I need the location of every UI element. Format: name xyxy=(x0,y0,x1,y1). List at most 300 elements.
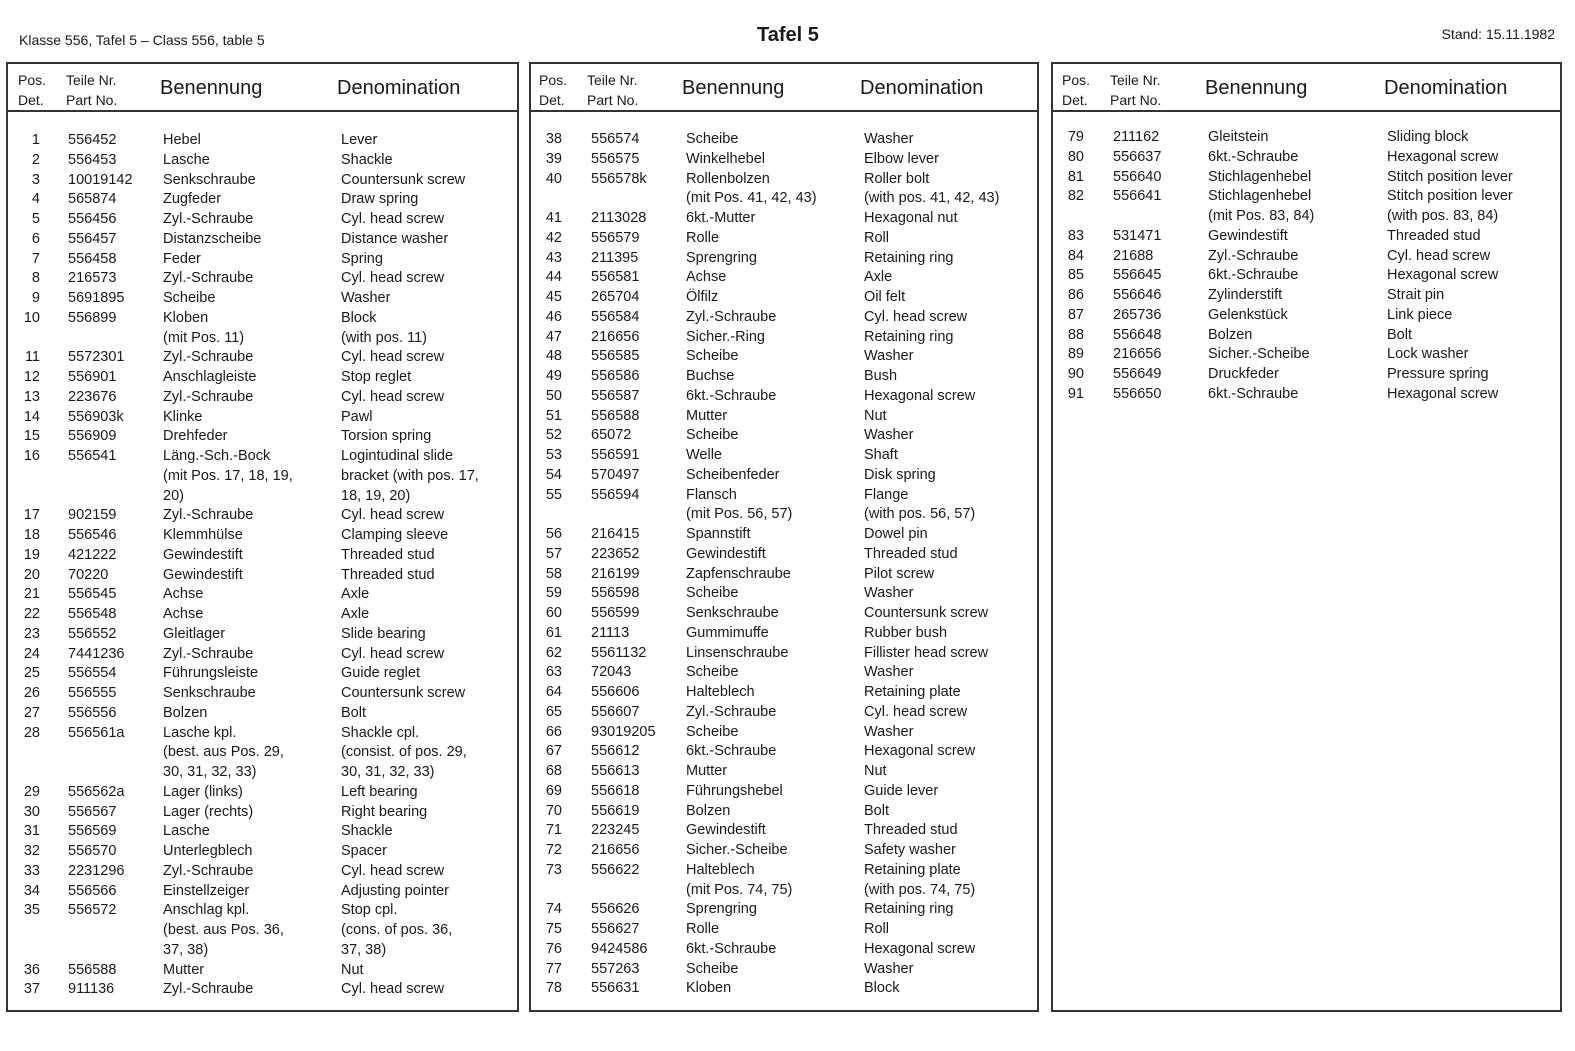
pos-cell: 68 xyxy=(545,763,562,779)
table-row xyxy=(8,487,517,507)
col-part-header: Teile Nr. Part No. xyxy=(66,72,118,108)
denomination-cell: Retaining ring xyxy=(864,901,954,918)
benennung-cell: Sicher.-Ring xyxy=(686,328,765,345)
denomination-cell: Draw spring xyxy=(341,191,419,208)
table-row xyxy=(531,545,1037,565)
denomination-cell: Washer xyxy=(341,290,391,306)
denomination-cell: Lock washer xyxy=(1387,346,1469,363)
part-number-cell: 556612 xyxy=(591,743,640,760)
part-number-cell: 556619 xyxy=(591,802,640,819)
benennung-cell: Lasche xyxy=(163,151,210,168)
table-row xyxy=(1053,207,1560,227)
benennung-cell: 6kt.-Schraube xyxy=(686,940,777,957)
pos-cell: 15 xyxy=(23,428,40,445)
table-row xyxy=(8,941,517,961)
part-number-cell: 216199 xyxy=(591,565,640,582)
table-row xyxy=(1053,385,1560,405)
denomination-cell: Nut xyxy=(864,407,887,424)
benennung-cell: Senkschraube xyxy=(686,605,779,621)
table-row xyxy=(8,566,517,586)
benennung-cell: Gleitlager xyxy=(163,625,226,642)
pos-cell: 43 xyxy=(545,249,562,266)
table-row xyxy=(8,329,517,349)
part-number-cell: 7441236 xyxy=(68,645,125,662)
pos-cell: 83 xyxy=(1067,227,1084,244)
benennung-cell: Kloben xyxy=(686,980,732,997)
benennung-cell: (best. aus Pos. 29, xyxy=(163,744,284,761)
benennung-cell: 6kt.-Schraube xyxy=(1208,385,1299,402)
table-row xyxy=(531,525,1037,545)
denomination-cell: Cyl. head screw xyxy=(341,211,445,227)
table-row xyxy=(1053,247,1560,267)
pos-cell: 75 xyxy=(545,921,562,937)
pos-cell: 46 xyxy=(545,308,562,325)
denomination-cell: Disk spring xyxy=(864,466,936,483)
denomination-cell: Roll xyxy=(864,921,889,937)
part-number-cell: 65072 xyxy=(591,427,632,444)
denomination-cell: Cyl. head screw xyxy=(864,703,968,720)
pos-cell: 30 xyxy=(23,803,40,820)
table-row xyxy=(8,269,517,289)
pos-cell: 40 xyxy=(545,170,562,187)
denomination-cell: Cyl. head screw xyxy=(341,388,445,405)
pos-cell: 37 xyxy=(23,981,40,998)
denomination-cell: Lever xyxy=(341,132,378,148)
denomination-cell: Slide bearing xyxy=(341,625,426,642)
denomination-cell: Axle xyxy=(341,586,370,603)
part-number-cell: 216656 xyxy=(1113,346,1162,363)
part-number-cell: 556645 xyxy=(1113,267,1162,284)
benennung-cell: Mutter xyxy=(686,763,728,779)
table-row xyxy=(8,131,517,151)
pos-cell: 76 xyxy=(545,940,562,957)
pos-cell: 59 xyxy=(545,585,562,602)
benennung-cell: (mit Pos. 56, 57) xyxy=(686,506,793,523)
denomination-cell: Clamping sleeve xyxy=(341,527,449,543)
table-row xyxy=(531,308,1037,328)
denomination-cell: Sliding block xyxy=(1387,129,1469,145)
pos-cell: 34 xyxy=(23,882,40,899)
pos-cell: 13 xyxy=(23,388,40,405)
table-header xyxy=(1053,64,1560,112)
table-row xyxy=(531,229,1037,249)
benennung-cell: Lasche kpl. xyxy=(163,724,237,741)
col-denomination-header: Denomination xyxy=(337,77,461,99)
part-number-cell: 556650 xyxy=(1113,385,1162,402)
table-row xyxy=(1053,168,1560,188)
table-row xyxy=(8,961,517,981)
benennung-cell: Scheibe xyxy=(686,427,739,444)
denomination-cell: Safety washer xyxy=(864,842,956,858)
part-number-cell: 556637 xyxy=(1113,148,1162,165)
parts-table-1 xyxy=(6,62,519,1012)
table-row xyxy=(8,743,517,763)
part-number-cell: 5572301 xyxy=(68,349,125,366)
denomination-cell: Threaded stud xyxy=(341,566,435,583)
denomination-cell: Nut xyxy=(864,763,887,779)
part-number-cell: 10019142 xyxy=(68,171,133,188)
denomination-cell: Bolt xyxy=(1387,326,1412,343)
doc-date: Stand: 15.11.1982 xyxy=(1441,26,1555,42)
table-row xyxy=(531,347,1037,367)
benennung-cell: Winkelhebel xyxy=(686,150,765,167)
table-row xyxy=(8,348,517,368)
denomination-cell: Washer xyxy=(864,960,914,977)
col-denomination-header: Denomination xyxy=(860,77,984,99)
pos-cell: 72 xyxy=(545,842,562,858)
denomination-cell: Countersunk screw xyxy=(864,605,989,621)
part-number-cell: 556572 xyxy=(68,902,117,919)
denomination-cell: Cyl. head screw xyxy=(341,270,445,287)
table-row xyxy=(8,921,517,941)
table-row xyxy=(531,328,1037,348)
denomination-cell: bracket (with pos. 17, xyxy=(341,467,479,484)
part-number-cell: 556458 xyxy=(68,250,117,267)
table-row xyxy=(531,861,1037,881)
table-row xyxy=(531,170,1037,190)
benennung-cell: Lasche xyxy=(163,823,210,840)
part-number-cell: 556606 xyxy=(591,684,640,700)
table-row xyxy=(8,684,517,704)
denomination-cell: Threaded stud xyxy=(341,546,435,563)
table-row xyxy=(8,822,517,842)
pos-cell: 38 xyxy=(545,131,562,147)
benennung-cell: Zapfenschraube xyxy=(686,565,791,582)
denomination-cell: Pilot screw xyxy=(864,565,935,582)
table-row xyxy=(531,288,1037,308)
table-row xyxy=(8,704,517,724)
benennung-cell: Rolle xyxy=(686,921,720,937)
pos-cell: 14 xyxy=(23,408,40,425)
pos-cell: 3 xyxy=(31,171,40,188)
part-number-cell: 556452 xyxy=(68,132,117,148)
denomination-cell: Bolt xyxy=(864,802,889,819)
col-pos-header: Pos. Det. xyxy=(539,72,568,108)
benennung-cell: Bolzen xyxy=(686,802,731,819)
benennung-cell: Zyl.-Schraube xyxy=(163,388,254,405)
benennung-cell: 20) xyxy=(163,487,184,504)
table-body xyxy=(8,112,517,1000)
pos-cell: 44 xyxy=(545,269,562,286)
denomination-cell: Bush xyxy=(864,368,898,384)
table-row xyxy=(8,190,517,210)
denomination-cell: Stitch position lever xyxy=(1387,188,1513,205)
part-number-cell: 556622 xyxy=(591,861,640,878)
benennung-cell: Gewindestift xyxy=(163,566,243,583)
benennung-cell: Sprengring xyxy=(686,249,757,266)
benennung-cell: Scheibe xyxy=(686,131,739,147)
benennung-cell: Scheibenfeder xyxy=(686,466,780,483)
denomination-cell: Shackle xyxy=(341,823,393,840)
denomination-cell: Spring xyxy=(341,250,383,267)
pos-cell: 86 xyxy=(1067,287,1084,303)
pos-cell: 6 xyxy=(31,230,40,247)
pos-cell: 21 xyxy=(23,586,40,603)
table-row xyxy=(531,900,1037,920)
table-row xyxy=(1053,286,1560,306)
pos-cell: 53 xyxy=(545,447,562,463)
benennung-cell: Drehfeder xyxy=(163,428,228,445)
part-number-cell: 2231296 xyxy=(68,862,125,879)
denomination-cell: Countersunk screw xyxy=(341,171,466,188)
pos-cell: 54 xyxy=(545,466,562,483)
part-number-cell: 556648 xyxy=(1113,326,1162,343)
denomination-cell: Cyl. head screw xyxy=(864,308,968,325)
pos-cell: 16 xyxy=(23,448,40,464)
pos-cell: 91 xyxy=(1067,385,1084,402)
denomination-cell: Washer xyxy=(864,131,914,147)
parts-table-3 xyxy=(1051,62,1562,1012)
part-number-cell: 556552 xyxy=(68,625,117,642)
benennung-cell: Sprengring xyxy=(686,901,757,918)
benennung-cell: Mutter xyxy=(686,407,728,424)
benennung-cell: Klemmhülse xyxy=(163,527,243,543)
pos-cell: 48 xyxy=(545,348,562,365)
pos-cell: 33 xyxy=(23,862,40,879)
part-number-cell: 556599 xyxy=(591,605,640,621)
pos-cell: 32 xyxy=(23,843,40,859)
denomination-cell: Retaining plate xyxy=(864,684,961,700)
benennung-cell: Halteblech xyxy=(686,861,755,878)
table-row xyxy=(8,467,517,487)
denomination-cell: Washer xyxy=(864,664,914,681)
benennung-cell: Zyl.-Schraube xyxy=(163,981,254,998)
benennung-cell: Rolle xyxy=(686,229,720,246)
part-number-cell: 93019205 xyxy=(591,723,656,740)
part-number-cell: 557263 xyxy=(591,960,640,977)
part-number-cell: 556903k xyxy=(68,408,124,425)
denomination-cell: Stop reglet xyxy=(341,369,412,385)
pos-cell: 85 xyxy=(1067,267,1084,284)
pos-cell: 9 xyxy=(31,290,40,306)
pos-cell: 18 xyxy=(23,527,40,543)
pos-cell: 17 xyxy=(23,507,40,524)
part-number-cell: 211395 xyxy=(591,249,639,266)
doc-class-label: Klasse 556, Tafel 5 – Class 556, table 5 xyxy=(19,32,265,48)
table-row xyxy=(8,724,517,744)
denomination-cell: Washer xyxy=(864,348,914,365)
benennung-cell: Rollenbolzen xyxy=(686,170,770,187)
part-number-cell: 556561a xyxy=(68,724,125,741)
denomination-cell: Link piece xyxy=(1387,306,1453,323)
pos-cell: 4 xyxy=(31,191,40,208)
denomination-cell: Torsion spring xyxy=(341,428,432,445)
table-row xyxy=(8,388,517,408)
denomination-cell: Cyl. head screw xyxy=(1387,247,1491,264)
table-row xyxy=(531,881,1037,901)
benennung-cell: Sicher.-Scheibe xyxy=(1208,346,1310,363)
denomination-cell: Hexagonal screw xyxy=(1387,267,1499,284)
denomination-cell: Retaining ring xyxy=(864,249,954,266)
denomination-cell: Pressure spring xyxy=(1387,366,1489,382)
table-row xyxy=(531,446,1037,466)
col-part-header: Teile Nr. Part No. xyxy=(587,72,639,108)
denomination-cell: (cons. of pos. 36, xyxy=(341,922,453,938)
denomination-cell: Hexagonal screw xyxy=(864,940,976,957)
part-number-cell: 556574 xyxy=(591,131,640,147)
part-number-cell: 556566 xyxy=(68,882,117,899)
benennung-cell: Achse xyxy=(686,269,727,286)
pos-cell: 57 xyxy=(545,545,562,562)
table-row xyxy=(1053,306,1560,326)
benennung-cell: Distanzscheibe xyxy=(163,230,262,247)
table-row xyxy=(531,762,1037,782)
table-row xyxy=(8,230,517,250)
table-row xyxy=(8,901,517,921)
denomination-cell: Shackle xyxy=(341,151,393,168)
part-number-cell: 556548 xyxy=(68,606,117,622)
benennung-cell: Zyl.-Schraube xyxy=(163,211,254,227)
table-row xyxy=(531,505,1037,525)
benennung-cell: Läng.-Sch.-Bock xyxy=(163,448,271,464)
pos-cell: 8 xyxy=(31,270,40,287)
pos-cell: 78 xyxy=(545,980,562,997)
benennung-cell: Zyl.-Schraube xyxy=(163,507,254,524)
pos-cell: 23 xyxy=(23,625,40,642)
pos-cell: 62 xyxy=(545,644,562,661)
table-row xyxy=(1053,148,1560,168)
part-number-cell: 556456 xyxy=(68,211,117,227)
pos-cell: 45 xyxy=(545,289,562,305)
table-row xyxy=(531,841,1037,861)
benennung-cell: Hebel xyxy=(163,132,201,148)
table-row xyxy=(531,189,1037,209)
pos-cell: 84 xyxy=(1067,247,1084,264)
table-row xyxy=(8,645,517,665)
denomination-cell: Rubber bush xyxy=(864,624,948,641)
part-number-cell: 565874 xyxy=(68,191,117,208)
table-row xyxy=(1053,128,1560,148)
part-number-cell: 556546 xyxy=(68,527,117,543)
benennung-cell: Anschlag kpl. xyxy=(163,902,250,919)
table-row xyxy=(8,250,517,270)
benennung-cell: (mit Pos. 41, 42, 43) xyxy=(686,190,817,207)
benennung-cell: Scheibe xyxy=(686,960,739,977)
table-row xyxy=(8,289,517,309)
col-benennung-header: Benennung xyxy=(682,77,785,99)
benennung-cell: Gewindestift xyxy=(686,822,766,839)
benennung-cell: Lager (rechts) xyxy=(163,803,254,820)
benennung-cell: (mit Pos. 17, 18, 19, xyxy=(163,467,293,484)
table-row xyxy=(531,683,1037,703)
benennung-cell: Einstellzeiger xyxy=(163,882,250,899)
denomination-cell: (with pos. 11) xyxy=(341,329,427,346)
pos-cell: 20 xyxy=(23,566,40,583)
pos-cell: 2 xyxy=(31,151,40,168)
part-number-cell: 5691895 xyxy=(68,290,125,306)
benennung-cell: Stichlagenhebel xyxy=(1208,168,1312,185)
denomination-cell: (with pos. 83, 84) xyxy=(1387,208,1499,224)
denomination-cell: Strait pin xyxy=(1387,287,1445,303)
benennung-cell: Zyl.-Schraube xyxy=(163,270,254,287)
part-number-cell: 223676 xyxy=(68,388,117,405)
table-row xyxy=(531,663,1037,683)
table-row xyxy=(8,862,517,882)
pos-cell: 77 xyxy=(545,960,562,977)
denomination-cell: Cyl. head screw xyxy=(341,981,445,998)
benennung-cell: (mit Pos. 83, 84) xyxy=(1208,208,1315,224)
part-number-cell: 21113 xyxy=(591,624,630,641)
benennung-cell: Achse xyxy=(163,586,204,603)
part-number-cell: 556579 xyxy=(591,229,640,246)
benennung-cell: Führungsleiste xyxy=(163,665,259,682)
pos-cell: 80 xyxy=(1067,148,1084,165)
part-number-cell: 556627 xyxy=(591,921,640,937)
table-row xyxy=(531,209,1037,229)
pos-cell: 51 xyxy=(545,407,562,424)
pos-cell: 26 xyxy=(23,685,40,701)
pos-cell: 50 xyxy=(545,387,562,404)
part-number-cell: 556598 xyxy=(591,585,640,602)
part-number-cell: 556591 xyxy=(591,447,640,463)
benennung-cell: Stichlagenhebel xyxy=(1208,188,1312,205)
part-number-cell: 556584 xyxy=(591,308,640,325)
pos-cell: 66 xyxy=(545,723,562,740)
denomination-cell: Spacer xyxy=(341,843,387,859)
denomination-cell: Hexagonal screw xyxy=(864,387,976,404)
pos-cell: 35 xyxy=(23,902,40,919)
benennung-cell: Zyl.-Schraube xyxy=(163,645,254,662)
part-number-cell: 570497 xyxy=(591,466,640,483)
table-row xyxy=(531,130,1037,150)
part-number-cell: 556631 xyxy=(591,980,640,997)
benennung-cell: Gewindestift xyxy=(163,546,243,563)
table-row xyxy=(8,447,517,467)
part-number-cell: 556575 xyxy=(591,150,640,167)
denomination-cell: Shaft xyxy=(864,447,898,463)
benennung-cell: Senkschraube xyxy=(163,685,256,701)
pos-cell: 10 xyxy=(23,309,40,326)
part-number-cell: 911136 xyxy=(68,981,115,998)
benennung-cell: Gummimuffe xyxy=(686,624,769,641)
table-row xyxy=(8,585,517,605)
table-row xyxy=(8,882,517,902)
table-row xyxy=(1053,266,1560,286)
pos-cell: 1 xyxy=(31,132,40,148)
benennung-cell: Scheibe xyxy=(686,585,739,602)
benennung-cell: Kloben xyxy=(163,309,209,326)
part-number-cell: 556901 xyxy=(68,369,117,385)
table-row xyxy=(8,506,517,526)
table-row xyxy=(531,644,1037,664)
table-row xyxy=(8,605,517,625)
benennung-cell: Linsenschraube xyxy=(686,644,789,661)
table-row xyxy=(531,979,1037,999)
part-number-cell: 556626 xyxy=(591,901,640,918)
denomination-cell: Pawl xyxy=(341,408,373,425)
denomination-cell: Logintudinal slide xyxy=(341,448,454,464)
denomination-cell: Stop cpl. xyxy=(341,902,398,919)
table-row xyxy=(8,842,517,862)
denomination-cell: (consist. of pos. 29, xyxy=(341,744,467,761)
part-number-cell: 556585 xyxy=(591,348,640,365)
table-row xyxy=(531,703,1037,723)
pos-cell: 39 xyxy=(545,150,562,167)
denomination-cell: Washer xyxy=(864,585,914,602)
table-body xyxy=(1053,112,1560,405)
denomination-cell: Cyl. head screw xyxy=(341,862,445,879)
part-number-cell: 556588 xyxy=(591,407,640,424)
benennung-cell: Druckfeder xyxy=(1208,366,1279,382)
denomination-cell: Countersunk screw xyxy=(341,685,466,701)
benennung-cell: Senkschraube xyxy=(163,171,256,188)
denomination-cell: (with pos. 56, 57) xyxy=(864,506,976,523)
denomination-cell: (with pos. 41, 42, 43) xyxy=(864,190,1000,207)
benennung-cell: Lager (links) xyxy=(163,783,243,800)
pos-cell: 81 xyxy=(1067,168,1084,185)
part-number-cell: 556453 xyxy=(68,151,117,168)
col-part-header: Teile Nr. Part No. xyxy=(1110,72,1162,108)
